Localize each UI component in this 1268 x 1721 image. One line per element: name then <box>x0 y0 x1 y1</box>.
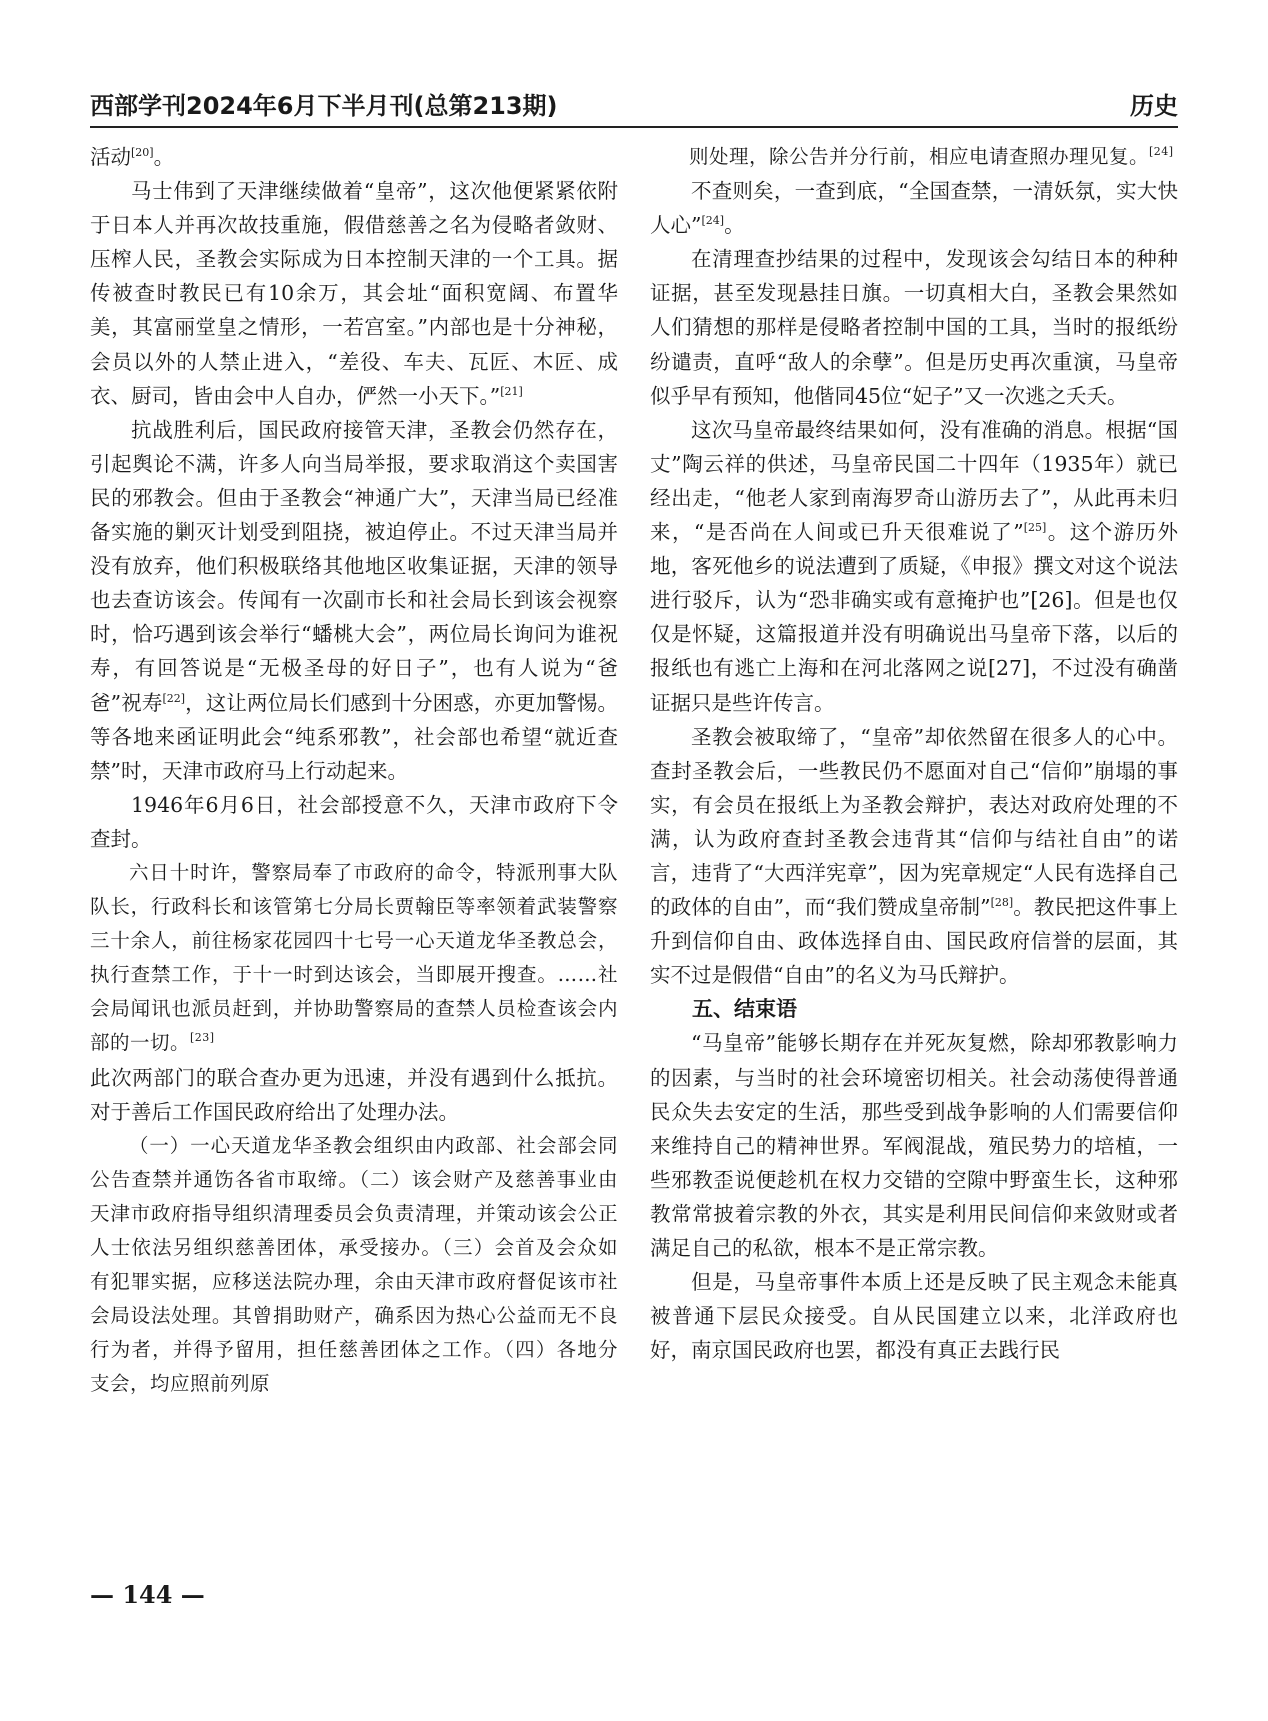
body-paragraph <box>90 788 618 856</box>
paragraph-text-tail: 。这个游历外地，客死他乡的说法遭到了质疑，《申报》撰文对这个说法进行驳斥，认为“恐非确实或有意掩护也”[26]。但是也仅仅是怀疑，这篇报道并没有明确说出马皇帝下落，以后的报纸也有逃亡上海和在河北落网之说[27]，不过没有确凿证据只是些许传言。 <box>650 520 1179 715</box>
body-paragraph <box>90 413 618 788</box>
body-paragraph <box>650 242 1178 412</box>
paragraph-text: 抗战胜利后，国民政府接管天津，圣教会仍然存在，引起舆论不满，许多人向当局举报，要求取消这个卖国害民的邪教会。但由于圣教会“神通广大”，天津当局已经准备实施的剿灭计划受到阻挠，被迫停止。不过天津当局并没有放弃，他们积极联络其他地区收集证据，天津的领导也去查访该会。传闻有一次副市长和社会局长到该会视察时，恰巧遇到该会举行“蟠桃大会”，两位局长询问为谁祝寿，有回答说是“无极圣母的好日子”，也有人说为“爸爸”祝寿 <box>90 417 618 715</box>
citation-ref: [20] <box>131 146 154 159</box>
paragraph-text: 马士伟到了天津继续做着“皇帝”，这次他便紧紧依附于日本人并再次故技重施，假借慈善之名为侵略者敛财、压榨人民，圣教会实际成为日本控制天津的一个工具。据传被查时教民已有10余万，其会址“面积宽阔、布置华美，其富丽堂皇之情形，一若宫室。”内部也是十分神秘，会员以外的人禁止进入，“差役、车夫、瓦匠、木匠、成衣、厨司，皆由会中人自办，俨然一小天下。” <box>90 179 618 408</box>
paragraph-text: 这次马皇帝最终结果如何，没有准确的消息。根据“国丈”陶云祥的供述，马皇帝民国二十四年（1935年）就已经出走，“他老人家到南海罗奇山游历去了”，从此再未归来，“是否尚在人间或已升天很难说了” <box>650 417 1178 545</box>
paragraph-text: 1946年6月6日，社会部授意不久，天津市政府下令查封。 <box>90 792 618 851</box>
paragraph-text: 圣教会被取缔了，“皇帝”却依然留在很多人的心中。查封圣教会后，一些教民仍不愿面对自己“信仰”崩塌的事实，有会员在报纸上为圣教会辩护，表达对政府处理的不满，认为政府查封圣教会违背其“信仰与结社自由”的诺言，违背了“大西洋宪章”，因为宪章规定“人民有选择自己的政体的自由”，而“我们赞成皇帝制” <box>650 724 1178 920</box>
citation-ref: [23] <box>190 1031 215 1045</box>
citation-ref: [22] <box>162 691 186 705</box>
paragraph-text: 此次两部门的联合查办更为迅速，并没有遇到什么抵抗。对于善后工作国民政府给出了处理办法。 <box>90 1065 618 1124</box>
citation-ref: [28] <box>990 896 1014 910</box>
header-rule <box>90 126 1178 128</box>
paragraph-text: 活动 <box>90 145 131 169</box>
citation-ref: [24] <box>701 214 725 228</box>
paragraph-text-tail: 。教民把这件事上升到信仰自由、政体选择自由、国民政府信誉的层面，其实不过是假借“自由”的名义为马氏辩护。 <box>650 895 1178 988</box>
paragraph-text-tail: ，这让两位局长们感到十分困惑，亦更加警惕。等各地来函证明此会“纯系邪教”，社会部也希望“就近查禁”时，天津市政府马上行动起来。 <box>90 690 618 783</box>
page-number: — 144 — <box>90 1580 205 1609</box>
paragraph-text: “马皇帝”能够长期存在并死灰复燃，除却邪教影响力的因素，与当时的社会环境密切相关。社会动荡使得普通民众失去安定的生活，那些受到战争影响的人们需要信仰来维持自己的精神世界。军阀混战，殖民势力的培植，一些邪教歪说便趁机在权力交错的空隙中野蛮生长，这种邪教常常披着宗教的外衣，其实是利用民间信仰来敛财或者满足自己的私欲，根本不是正常宗教。 <box>650 1031 1178 1260</box>
body-paragraph <box>650 720 1178 993</box>
journal-title: 西部学刊2024年6月下半月刊(总第213期) <box>90 92 558 120</box>
body-paragraph <box>650 174 1178 242</box>
paragraph-text-tail: 。 <box>153 145 175 169</box>
paragraph-text: 但是，马皇帝事件本质上还是反映了民主观念未能真被普通下层民众接受。自从民国建立以来，北洋政府也好，南京国民政府也罢，都没有真正去践行民 <box>650 1270 1178 1363</box>
paragraph-text: 六日十时许，警察局奉了市政府的命令，特派刑事大队队长，行政科长和该管第七分局长贾翰臣等率领着武装警察三十余人，前往杨家花园四十七号一心天道龙华圣教总会，执行查禁工作，于十一时到达该会，当即展开搜查。……社会局闻讯也派员赶到，并协助警察局的查禁人员检查该会内部的一切。 <box>90 860 618 1055</box>
running-header <box>90 84 1178 120</box>
paragraph-text: 则处理，除公告并分行前，相应电请查照办理见复。 <box>689 145 1150 168</box>
block-quote <box>90 1129 618 1402</box>
body-paragraph <box>90 140 618 174</box>
right-column <box>650 140 1178 1367</box>
paragraph-text-tail: 。 <box>724 213 745 238</box>
paragraph-text: （一）一心天道龙华圣教会组织由内政部、社会部会同公告查禁并通饬各省市取缔。（二）该会财产及慈善事业由天津市政府指导组织清理委员会负责清理，并策动该会公正人士依法另组织慈善团体，承受接办。（三）会首及会众如有犯罪实据，应移送法院办理，余由天津市政府督促该市社会局设法处理。其曾捐助财产，确系因为热心公益而无不良行为者，并得予留用，担任慈善团体之工作。（四）各地分支会，均应照前列原 <box>90 1133 618 1396</box>
paragraph-text: 不查则矣，一查到底，“全国查禁，一清妖氛，实大快人心” <box>650 179 1178 238</box>
section-heading: 五、结束语 <box>692 997 797 1022</box>
block-quote <box>650 140 1178 174</box>
block-quote <box>90 856 618 1061</box>
body-paragraph <box>90 1061 618 1129</box>
body-paragraph <box>90 174 618 413</box>
section-label: 历史 <box>1130 92 1178 120</box>
citation-ref: [21] <box>500 384 523 398</box>
body-paragraph <box>650 413 1178 720</box>
body-paragraph <box>650 1026 1178 1265</box>
citation-ref: [24] <box>1149 145 1174 158</box>
citation-ref: [25] <box>1023 521 1047 535</box>
left-column <box>90 140 618 1401</box>
body-paragraph <box>650 1265 1178 1367</box>
paragraph-text: 在清理查抄结果的过程中，发现该会勾结日本的种种证据，甚至发现悬挂日旗。一切真相大白，圣教会果然如人们猜想的那样是侵略者控制中国的工具，当时的报纸纷纷谴责，直呼“敌人的余孽”。但是历史再次重演，马皇帝似乎早有预知，他偕同45位“妃子”又一次逃之夭夭。 <box>650 247 1178 408</box>
